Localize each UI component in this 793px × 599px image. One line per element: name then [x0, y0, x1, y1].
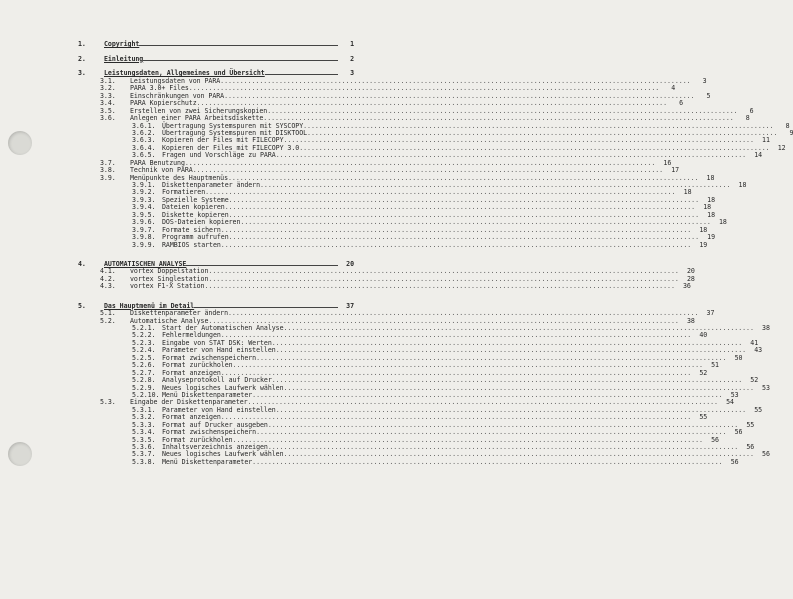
toc-entry-page: 8	[785, 121, 790, 130]
toc-entry-page: 3	[702, 76, 707, 85]
toc-entry-page: 19	[707, 233, 716, 242]
toc-entry-title: Spezielle Systeme	[162, 195, 229, 204]
toc-entry-title: Neues logisches Laufwerk wählen	[162, 383, 284, 392]
toc-entry-number: 3.6.2.	[132, 128, 156, 137]
toc-entry-page: 3	[350, 69, 354, 78]
toc-entry-page: 50	[734, 353, 743, 362]
toc-entry-page: 6	[679, 99, 684, 108]
toc-entry-number: 3.9.6.	[132, 218, 156, 227]
toc-entry-number: 5.3.6.	[132, 443, 156, 452]
toc-entry-number: 5.1.	[100, 309, 116, 318]
toc-entry-page: 9	[789, 128, 793, 137]
toc-entry-page: 56	[746, 443, 755, 452]
toc-entry-page: 38	[762, 324, 770, 333]
toc-entry-page: 56	[711, 435, 719, 444]
toc-entry-title: Format zurückholen	[162, 435, 233, 444]
toc-entry-title: Einschränkungen von PARA	[130, 91, 225, 100]
toc-entry-title: vortex Singlestation	[130, 274, 209, 283]
toc-entry-number: 3.6.5.	[132, 151, 156, 160]
toc-chapter-entry	[78, 41, 354, 48]
toc-leader-dots	[143, 60, 338, 61]
toc-entry-title: Dateien kopieren	[162, 203, 225, 212]
toc-entry-number: 3.6.	[100, 114, 116, 123]
toc-entry-number: 5.3.7.	[132, 450, 156, 459]
toc-entry-title: Menü Diskettenparameter	[162, 390, 253, 399]
toc-entry-title: DOS-Dateien kopieren	[162, 218, 241, 227]
toc-entry-number: 5.2.9.	[132, 383, 156, 392]
toc-entry	[78, 457, 739, 466]
toc-entry-page: 53	[762, 383, 770, 392]
toc-entry-number: 3.9.	[100, 173, 116, 182]
toc-entry-number: 3.6.3.	[132, 136, 156, 145]
toc-entry-page: 51	[711, 361, 719, 370]
toc-entry-page: 38	[686, 316, 695, 325]
toc-entry-page: 54	[726, 398, 734, 407]
toc-entry-title: Menü Diskettenparameter	[162, 457, 253, 466]
toc-chapter-entry	[78, 56, 354, 63]
toc-entry-title: Format zwischenspeichern	[162, 428, 257, 437]
toc-entry-number: 5.3.5.	[132, 435, 156, 444]
toc-entry-number: 3.6.1.	[132, 121, 156, 130]
toc-entry-number: 1.	[78, 40, 86, 48]
toc-entry-page: 8	[745, 114, 750, 123]
toc-entry-page: 55	[754, 405, 763, 414]
toc-entry-number: 3.9.3.	[132, 195, 156, 204]
toc-entry-title: AUTOMATISCHEN ANALYSE	[104, 259, 187, 268]
toc-entry-number: 5.2.6.	[132, 361, 156, 370]
toc-entry-title: Menüpunkte des Hauptmenüs	[130, 173, 228, 182]
toc-leader-dots	[221, 242, 691, 249]
toc-entry-title: Automatische Analyse	[130, 316, 209, 325]
toc-entry-page: 36	[683, 282, 691, 291]
toc-entry-page: 52	[750, 376, 759, 385]
toc-entry-page: 55	[699, 413, 708, 422]
toc-entry-page: 18	[718, 218, 727, 227]
toc-entry-title: Parameter von Hand einstellen	[162, 405, 276, 414]
toc-entry-title: Eingabe der Diskettenparameter	[130, 398, 248, 407]
toc-entry-number: 5.2.	[100, 316, 116, 325]
section-spacer	[78, 291, 354, 303]
toc-entry-title: vortex F1-X Station	[130, 282, 205, 291]
toc-entry-title: Inhaltsverzeichnis anzeigen	[162, 443, 268, 452]
toc-entry-page: 56	[762, 450, 770, 459]
toc-entry-number: 5.3.8.	[132, 457, 156, 466]
toc-entry-number: 4.	[78, 259, 86, 268]
toc-entry-number: 4.2.	[100, 274, 116, 283]
toc-entry-page: 11	[762, 136, 770, 145]
toc-entry-title: Übertragung Systemspuren mit SYSCOPY	[162, 121, 304, 130]
toc-entry-number: 3.9.2.	[132, 188, 156, 197]
toc-entry-title: Kopieren der Files mit FILECOPY 3.0	[162, 143, 300, 152]
toc-entry	[78, 282, 691, 291]
toc-entry-number: 3.8.	[100, 166, 116, 175]
toc-entry-number: 5.3.3.	[132, 420, 156, 429]
toc-entry-page: 40	[699, 331, 708, 340]
toc-entry-title: Einleitung	[104, 54, 144, 63]
toc-entry-page: 37	[706, 309, 715, 318]
toc-entry-page: 18	[699, 225, 708, 234]
toc-leader-dots	[139, 45, 338, 46]
toc-entry-title: RAMBIOS starten	[162, 240, 221, 249]
toc-entry-title: Fehlermeldungen	[162, 331, 221, 340]
toc-entry-title: Neues logisches Laufwerk wählen	[162, 450, 284, 459]
toc-entry-page: 5	[706, 91, 711, 100]
toc-entry-title: Parameter von Hand einstellen	[162, 346, 276, 355]
toc-entry-title: Technik von PARA	[130, 166, 193, 175]
toc-entry-number: 2.	[78, 54, 86, 63]
toc-entry-number: 5.3.2.	[132, 413, 156, 422]
toc-entry-title: Leistungsdaten von PARA	[130, 76, 221, 85]
toc-entry-page: 18	[703, 203, 712, 212]
toc-entry-title: Formate sichern	[162, 225, 221, 234]
toc-entry-number: 3.9.7.	[132, 225, 156, 234]
toc-entry-title: Analyseprotokoll auf Drucker	[162, 376, 272, 385]
toc-leader-dots	[252, 459, 722, 466]
toc-entry-title: PARA Benutzung	[130, 158, 185, 167]
toc-entry-page: 18	[707, 210, 716, 219]
toc-entry-number: 3.6.4.	[132, 143, 156, 152]
toc-entry-number: 3.5.	[100, 106, 116, 115]
punch-hole	[8, 442, 32, 466]
toc-entry-page: 41	[750, 338, 759, 347]
toc-entry-title: Übertragung Systemspuren mit DISKTOOL	[162, 128, 308, 137]
toc-entry-page: 37	[346, 301, 354, 310]
toc-entry-page: 16	[663, 158, 672, 167]
toc-entry-number: 5.	[78, 301, 86, 310]
table-of-contents	[78, 40, 793, 466]
toc-entry-number: 5.2.3.	[132, 338, 156, 347]
toc-entry-number: 4.1.	[100, 267, 116, 276]
toc-entry-number: 5.2.5.	[132, 353, 156, 362]
toc-entry-number: 4.3.	[100, 282, 116, 291]
toc-entry-page: 14	[754, 151, 763, 160]
toc-entry-number: 5.3.4.	[132, 428, 156, 437]
toc-entry-page: 19	[699, 240, 708, 249]
toc-entry-page: 18	[707, 195, 716, 204]
toc-entry-title: Erstellen von zwei Sicherungskopien	[130, 106, 268, 115]
toc-entry-title: Start der Automatischen Analyse	[162, 324, 284, 333]
toc-entry-number: 5.2.8.	[132, 376, 156, 385]
toc-entry-number: 5.2.10.	[132, 390, 160, 399]
toc-entry-number: 3.9.4.	[132, 203, 156, 212]
toc-entry-title: Diskette kopieren	[162, 210, 229, 219]
toc-entry-title: Format zwischenspeichern	[162, 353, 257, 362]
toc-entry-page: 20	[346, 259, 354, 268]
punch-hole	[8, 131, 32, 155]
toc-entry-page: 52	[699, 368, 708, 377]
toc-entry-number: 5.2.2.	[132, 331, 156, 340]
toc-entry-title: Format zurückholen	[162, 361, 233, 370]
toc-entry-title: Anlegen einer PARA Arbeitsdiskette	[130, 114, 264, 123]
toc-entry-page: 55	[746, 420, 755, 429]
toc-entry-page: 56	[734, 428, 743, 437]
toc-entry	[78, 240, 708, 249]
toc-entry-title: Das Hauptmenü im Detail	[104, 301, 195, 310]
toc-entry-page: 1	[350, 40, 354, 48]
toc-entry-page: 18	[738, 181, 747, 190]
toc-entry-title: Format auf Drucker ausgeben	[162, 420, 268, 429]
toc-entry-number: 3.	[78, 69, 86, 78]
toc-entry-page: 28	[686, 274, 695, 283]
toc-entry-title: Programm aufrufen	[162, 233, 229, 242]
toc-entry-title: vortex Doppelstation	[130, 267, 209, 276]
toc-entry-title: Format anzeigen	[162, 413, 221, 422]
toc-entry-number: 5.3.1.	[132, 405, 156, 414]
toc-entry-title: Diskettenparameter ändern	[162, 181, 260, 190]
toc-entry-page: 53	[730, 390, 739, 399]
toc-leader-dots	[265, 74, 338, 75]
toc-entry-page: 56	[730, 457, 739, 466]
toc-entry-title: Copyright	[104, 40, 140, 48]
toc-entry-page: 2	[350, 54, 354, 63]
toc-entry-number: 5.2.1.	[132, 324, 156, 333]
toc-entry-number: 3.9.5.	[132, 210, 156, 219]
toc-entry-page: 43	[754, 346, 763, 355]
toc-entry-title: PARA 3.0+ Files	[130, 84, 189, 93]
toc-entry-number: 3.1.	[100, 76, 116, 85]
toc-entry-title: Format anzeigen	[162, 368, 221, 377]
toc-entry-number: 5.3.	[100, 398, 116, 407]
toc-entry-number: 3.7.	[100, 158, 116, 167]
toc-entry-number: 3.3.	[100, 91, 116, 100]
toc-entry-page: 18	[706, 173, 715, 182]
toc-entry-title: Diskettenparameter ändern	[130, 309, 228, 318]
toc-entry-number: 5.2.4.	[132, 346, 156, 355]
toc-entry-number: 3.9.9.	[132, 240, 156, 249]
toc-entry-number: 3.9.1.	[132, 181, 156, 190]
toc-entry-title: Leistungsdaten, Allgemeines und Übersicht	[104, 69, 265, 78]
toc-entry-page: 18	[683, 188, 692, 197]
toc-leader-dots	[194, 307, 338, 308]
toc-entry-number: 3.9.8.	[132, 233, 156, 242]
toc-entry-title: Fragen und Vorschläge zu PARA	[162, 151, 276, 160]
toc-entry-title: Kopieren der Files mit FILECOPY	[162, 136, 284, 145]
toc-entry-title: Formatieren	[162, 188, 206, 197]
toc-entry-number: 5.2.7.	[132, 368, 156, 377]
toc-entry-number: 3.4.	[100, 99, 116, 108]
toc-entry-title: PARA Kopierschutz	[130, 99, 197, 108]
toc-entry-page: 12	[777, 143, 786, 152]
toc-leader-dots	[204, 283, 674, 290]
toc-entry-page: 4	[671, 84, 676, 93]
toc-entry-page: 17	[671, 166, 680, 175]
toc-leader-dots	[186, 265, 338, 266]
toc-entry-number: 3.2.	[100, 84, 116, 93]
toc-entry-page: 20	[686, 267, 695, 276]
toc-entry-title: Eingabe von STAT DSK: Werten	[162, 338, 272, 347]
toc-entry-page: 6	[749, 106, 754, 115]
